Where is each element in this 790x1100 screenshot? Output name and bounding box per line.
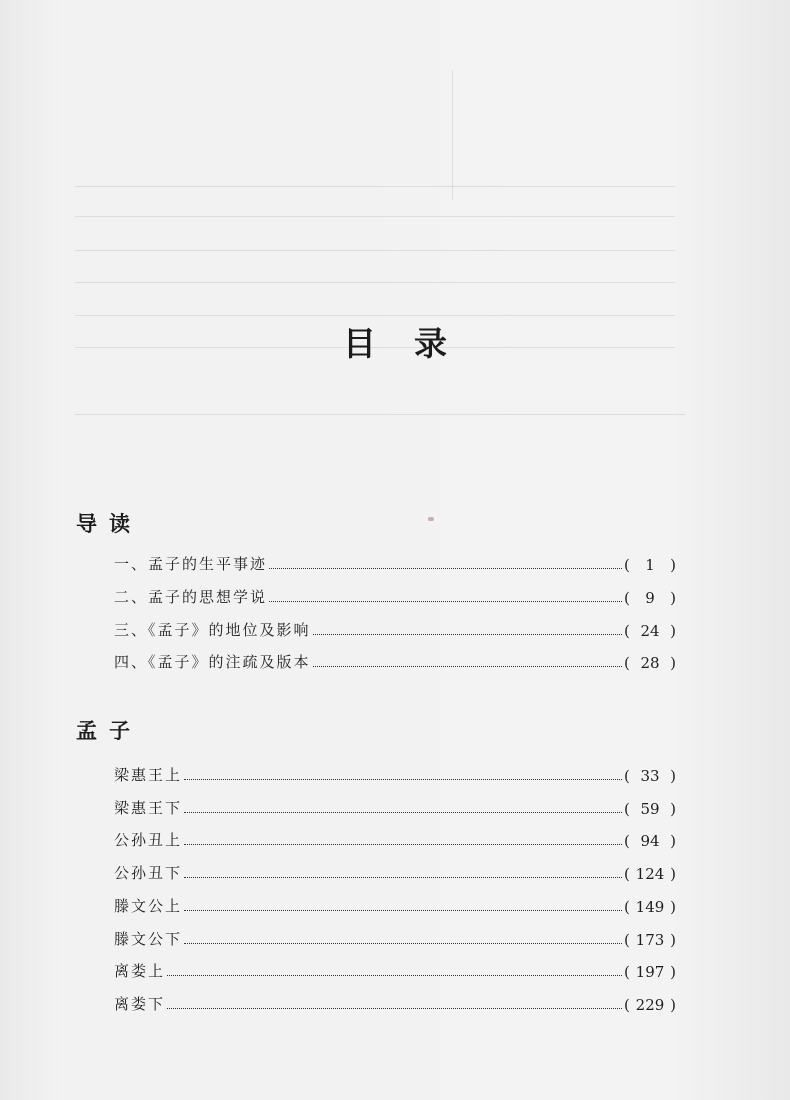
page-number: 124: [635, 865, 665, 883]
toc-entry-title: 梁惠王上: [114, 766, 183, 784]
leader-dots: [313, 633, 622, 635]
open-paren: (: [624, 767, 630, 785]
open-paren: (: [624, 654, 630, 672]
close-paren: ): [670, 996, 676, 1014]
bleed-through-line: [75, 216, 675, 217]
section-heading-daodu: 导读: [76, 511, 142, 536]
toc-entry-title: 二、孟子的思想学说: [114, 588, 268, 606]
toc-entry-page: [624, 654, 676, 672]
page-number: 229: [635, 996, 665, 1014]
toc-entry-title: 滕文公下: [114, 930, 183, 948]
toc-entry[interactable]: [114, 550, 676, 574]
open-paren: (: [624, 996, 630, 1014]
leader-dots: [269, 600, 622, 602]
bleed-through-line: [75, 315, 675, 316]
leader-dots: [313, 665, 622, 667]
close-paren: ): [670, 556, 676, 574]
toc-entry-page: [624, 963, 676, 981]
page-number: 197: [635, 963, 665, 981]
bleed-through-line: [75, 414, 685, 415]
close-paren: ): [670, 865, 676, 883]
page-number: 24: [640, 622, 660, 640]
close-paren: ): [670, 622, 676, 640]
leader-dots: [184, 909, 622, 911]
ink-speck: [428, 517, 434, 521]
toc-entry-title: 滕文公上: [114, 897, 183, 915]
open-paren: (: [624, 589, 630, 607]
toc-entry[interactable]: [114, 859, 676, 883]
toc-entry-title: 公孙丑下: [114, 864, 183, 882]
toc-entry-page: [624, 589, 676, 607]
close-paren: ): [670, 931, 676, 949]
close-paren: ): [670, 800, 676, 818]
page-number: 28: [640, 654, 660, 672]
toc-entry-title: 四、《孟子》的注疏及版本: [114, 653, 311, 671]
toc-entry[interactable]: [114, 826, 676, 850]
open-paren: (: [624, 963, 630, 981]
toc-entry-page: [624, 931, 676, 949]
toc-entry-page: [624, 898, 676, 916]
toc-entry-title: 离娄下: [114, 995, 166, 1013]
toc-entry-title: 一、孟子的生平事迹: [114, 555, 268, 573]
toc-entry-page: [624, 767, 676, 785]
leader-dots: [184, 843, 622, 845]
bleed-through-line: [75, 282, 675, 283]
leader-dots: [184, 942, 622, 944]
leader-dots: [167, 974, 622, 976]
toc-entry[interactable]: [114, 794, 676, 818]
toc-entry-title: 梁惠王下: [114, 799, 183, 817]
page-number: 59: [640, 800, 660, 818]
page-number: 33: [640, 767, 660, 785]
toc-entry[interactable]: [114, 892, 676, 916]
leader-dots: [269, 567, 622, 569]
open-paren: (: [624, 832, 630, 850]
close-paren: ): [670, 963, 676, 981]
section-heading-mengzi: 孟子: [76, 718, 142, 743]
open-paren: (: [624, 865, 630, 883]
bleed-through-line: [452, 70, 453, 200]
page-title: 目录: [343, 324, 485, 364]
close-paren: ): [670, 589, 676, 607]
toc-entry-page: [624, 996, 676, 1014]
page-number: 94: [640, 832, 660, 850]
toc-entry[interactable]: [114, 925, 676, 949]
open-paren: (: [624, 800, 630, 818]
toc-entry[interactable]: [114, 648, 676, 672]
page-number: 173: [635, 931, 665, 949]
toc-entry-page: [624, 556, 676, 574]
toc-entry-page: [624, 622, 676, 640]
close-paren: ): [670, 832, 676, 850]
leader-dots: [184, 876, 622, 878]
toc-entry[interactable]: [114, 583, 676, 607]
toc-entry-title: 三、《孟子》的地位及影响: [114, 621, 311, 639]
page-number: 1: [645, 556, 655, 574]
toc-entry[interactable]: [114, 761, 676, 785]
open-paren: (: [624, 622, 630, 640]
toc-entry-page: [624, 832, 676, 850]
toc-entry-title: 公孙丑上: [114, 831, 183, 849]
open-paren: (: [624, 898, 630, 916]
close-paren: ): [670, 767, 676, 785]
toc-entry[interactable]: [114, 957, 676, 981]
open-paren: (: [624, 556, 630, 574]
toc-entry-page: [624, 800, 676, 818]
toc-entry-title: 离娄上: [114, 962, 166, 980]
open-paren: (: [624, 931, 630, 949]
page-number: 9: [645, 589, 655, 607]
leader-dots: [167, 1007, 622, 1009]
leader-dots: [184, 778, 622, 780]
toc-entry[interactable]: [114, 616, 676, 640]
bleed-through-line: [75, 250, 675, 251]
close-paren: ): [670, 654, 676, 672]
toc-entry-page: [624, 865, 676, 883]
leader-dots: [184, 811, 622, 813]
page-number: 149: [635, 898, 665, 916]
bleed-through-line: [75, 186, 675, 187]
toc-entry[interactable]: [114, 990, 676, 1014]
close-paren: ): [670, 898, 676, 916]
